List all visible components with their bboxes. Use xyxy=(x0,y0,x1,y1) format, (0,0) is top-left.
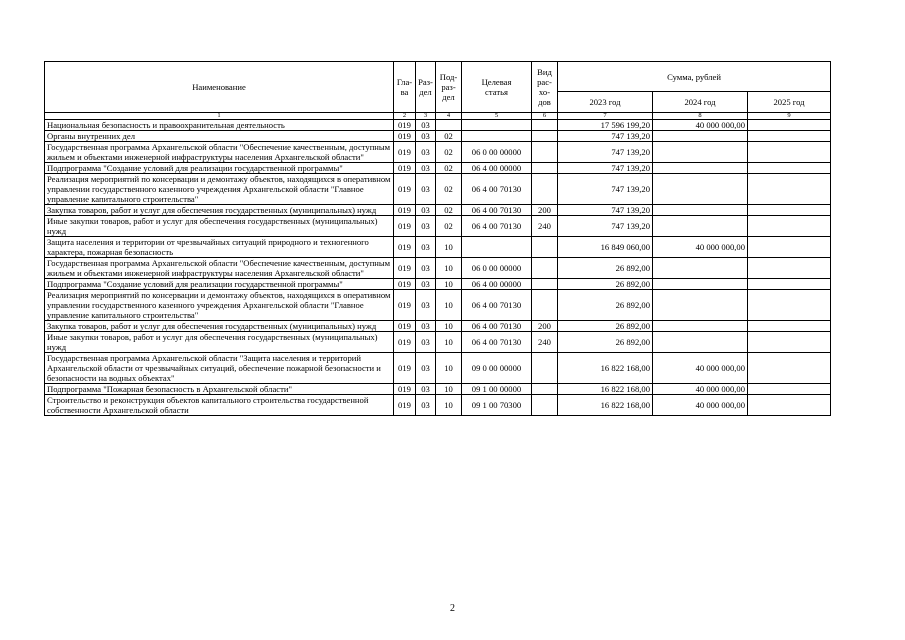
row-target-cell: 06 4 00 70130 xyxy=(462,205,532,216)
row-razdel-cell: 03 xyxy=(416,205,436,216)
row-podrazdel-cell: 02 xyxy=(436,131,462,142)
row-sum-2023-cell: 26 892,00 xyxy=(558,290,653,321)
row-sum-2025-cell xyxy=(748,142,831,163)
row-sum-2025-cell xyxy=(748,353,831,384)
row-target-cell: 06 4 00 00000 xyxy=(462,163,532,174)
row-glava-cell: 019 xyxy=(394,174,416,205)
row-razdel-cell: 03 xyxy=(416,279,436,290)
row-podrazdel-cell xyxy=(436,120,462,131)
row-target-cell: 06 4 00 70130 xyxy=(462,174,532,205)
row-sum-2025-cell xyxy=(748,174,831,205)
row-glava-cell: 019 xyxy=(394,216,416,237)
row-sum-2025-cell xyxy=(748,279,831,290)
row-sum-2025-cell xyxy=(748,290,831,321)
row-glava-cell: 019 xyxy=(394,395,416,416)
row-target-cell: 06 4 00 70130 xyxy=(462,321,532,332)
column-number-row xyxy=(45,113,831,120)
column-number: 3 xyxy=(416,113,436,120)
column-number: 5 xyxy=(462,113,532,120)
row-sum-2023-cell: 26 892,00 xyxy=(558,321,653,332)
row-vid-cell xyxy=(532,258,558,279)
row-sum-2024-cell xyxy=(653,163,748,174)
row-sum-2023-cell: 747 139,20 xyxy=(558,142,653,163)
row-glava-cell: 019 xyxy=(394,353,416,384)
table-row xyxy=(45,395,831,416)
row-razdel-cell: 03 xyxy=(416,131,436,142)
row-vid-cell: 200 xyxy=(532,321,558,332)
row-glava-cell: 019 xyxy=(394,321,416,332)
header-2025: 2025 год xyxy=(748,92,831,113)
row-razdel-cell: 03 xyxy=(416,216,436,237)
row-podrazdel-cell: 10 xyxy=(436,384,462,395)
row-sum-2025-cell xyxy=(748,131,831,142)
row-name-cell: Реализация мероприятий по консервации и демонтажу объектов, находящихся в оперативном управлении государственного казенного учреждения Архангельской области "Главное управление капитального строительства" xyxy=(45,174,394,205)
row-razdel-cell: 03 xyxy=(416,163,436,174)
row-vid-cell xyxy=(532,237,558,258)
column-number: 6 xyxy=(532,113,558,120)
row-podrazdel-cell: 10 xyxy=(436,237,462,258)
row-name-cell: Иные закупки товаров, работ и услуг для обеспечения государственных (муниципальных) нужд xyxy=(45,332,394,353)
row-target-cell: 09 1 00 70300 xyxy=(462,395,532,416)
row-podrazdel-cell: 10 xyxy=(436,279,462,290)
header-glava: Гла- ва xyxy=(394,62,416,113)
row-sum-2024-cell xyxy=(653,290,748,321)
table-body xyxy=(45,120,831,416)
row-vid-cell xyxy=(532,279,558,290)
row-sum-2024-cell: 40 000 000,00 xyxy=(653,384,748,395)
row-name-cell: Закупка товаров, работ и услуг для обеспечения государственных (муниципальных) нужд xyxy=(45,321,394,332)
row-target-cell: 06 4 00 00000 xyxy=(462,279,532,290)
row-sum-2024-cell xyxy=(653,205,748,216)
row-name-cell: Защита населения и территории от чрезвычайных ситуаций природного и техногенного характера, пожарная безопасность xyxy=(45,237,394,258)
column-number: 4 xyxy=(436,113,462,120)
row-sum-2023-cell: 16 822 168,00 xyxy=(558,353,653,384)
row-sum-2023-cell: 26 892,00 xyxy=(558,258,653,279)
header-target: Целевая статья xyxy=(462,62,532,113)
row-podrazdel-cell: 10 xyxy=(436,395,462,416)
row-sum-2024-cell: 40 000 000,00 xyxy=(653,353,748,384)
row-sum-2023-cell: 747 139,20 xyxy=(558,216,653,237)
row-sum-2023-cell: 26 892,00 xyxy=(558,279,653,290)
column-number: 2 xyxy=(394,113,416,120)
row-sum-2024-cell xyxy=(653,216,748,237)
table-row xyxy=(45,279,831,290)
row-name-cell: Национальная безопасность и правоохранительная деятельность xyxy=(45,120,394,131)
row-vid-cell: 200 xyxy=(532,205,558,216)
row-podrazdel-cell: 02 xyxy=(436,205,462,216)
row-podrazdel-cell: 10 xyxy=(436,332,462,353)
row-target-cell xyxy=(462,120,532,131)
row-sum-2023-cell: 16 822 168,00 xyxy=(558,395,653,416)
row-razdel-cell: 03 xyxy=(416,174,436,205)
row-name-cell: Государственная программа Архангельской области "Защита населения и территорий Архангельской области от чрезвычайных ситуаций, обеспечение пожарной безопасности и безопасности на водных объектах" xyxy=(45,353,394,384)
table-row xyxy=(45,258,831,279)
row-target-cell xyxy=(462,131,532,142)
row-glava-cell: 019 xyxy=(394,131,416,142)
table-row xyxy=(45,163,831,174)
row-name-cell: Подпрограмма "Пожарная безопасность в Архангельской области" xyxy=(45,384,394,395)
row-sum-2024-cell xyxy=(653,174,748,205)
row-sum-2024-cell xyxy=(653,142,748,163)
row-name-cell: Органы внутренних дел xyxy=(45,131,394,142)
column-number: 7 xyxy=(558,113,653,120)
row-razdel-cell: 03 xyxy=(416,353,436,384)
row-sum-2023-cell: 17 596 199,20 xyxy=(558,120,653,131)
row-vid-cell xyxy=(532,174,558,205)
row-vid-cell xyxy=(532,353,558,384)
row-glava-cell: 019 xyxy=(394,384,416,395)
table-row xyxy=(45,174,831,205)
row-sum-2023-cell: 16 822 168,00 xyxy=(558,384,653,395)
row-vid-cell xyxy=(532,395,558,416)
row-name-cell: Государственная программа Архангельской области "Обеспечение качественным, доступным жильем и объектами инженерной инфраструктуры населения Архангельской области" xyxy=(45,258,394,279)
row-sum-2025-cell xyxy=(748,163,831,174)
row-vid-cell xyxy=(532,290,558,321)
row-glava-cell: 019 xyxy=(394,142,416,163)
row-razdel-cell: 03 xyxy=(416,384,436,395)
row-sum-2023-cell: 747 139,20 xyxy=(558,163,653,174)
row-sum-2023-cell: 16 849 060,00 xyxy=(558,237,653,258)
row-sum-2024-cell xyxy=(653,279,748,290)
table-row xyxy=(45,384,831,395)
row-glava-cell: 019 xyxy=(394,205,416,216)
row-sum-2025-cell xyxy=(748,205,831,216)
row-razdel-cell: 03 xyxy=(416,290,436,321)
table-row xyxy=(45,120,831,131)
row-razdel-cell: 03 xyxy=(416,321,436,332)
row-glava-cell: 019 xyxy=(394,163,416,174)
row-glava-cell: 019 xyxy=(394,258,416,279)
row-podrazdel-cell: 02 xyxy=(436,142,462,163)
row-razdel-cell: 03 xyxy=(416,237,436,258)
row-podrazdel-cell: 10 xyxy=(436,353,462,384)
row-vid-cell xyxy=(532,384,558,395)
header-name: Наименование xyxy=(45,62,394,113)
row-podrazdel-cell: 02 xyxy=(436,174,462,205)
row-sum-2023-cell: 747 139,20 xyxy=(558,174,653,205)
row-razdel-cell: 03 xyxy=(416,142,436,163)
table-row xyxy=(45,290,831,321)
row-sum-2024-cell: 40 000 000,00 xyxy=(653,395,748,416)
row-target-cell: 06 4 00 70130 xyxy=(462,290,532,321)
row-vid-cell: 240 xyxy=(532,216,558,237)
table-row xyxy=(45,321,831,332)
row-name-cell: Иные закупки товаров, работ и услуг для обеспечения государственных (муниципальных) нужд xyxy=(45,216,394,237)
row-name-cell: Подпрограмма "Создание условий для реализации государственной программы" xyxy=(45,279,394,290)
header-2024: 2024 год xyxy=(653,92,748,113)
row-podrazdel-cell: 10 xyxy=(436,290,462,321)
row-sum-2024-cell xyxy=(653,321,748,332)
row-vid-cell xyxy=(532,163,558,174)
row-target-cell: 06 4 00 70130 xyxy=(462,332,532,353)
row-sum-2025-cell xyxy=(748,384,831,395)
row-glava-cell: 019 xyxy=(394,332,416,353)
row-sum-2024-cell xyxy=(653,258,748,279)
row-razdel-cell: 03 xyxy=(416,258,436,279)
row-podrazdel-cell: 02 xyxy=(436,163,462,174)
row-sum-2025-cell xyxy=(748,120,831,131)
row-vid-cell xyxy=(532,142,558,163)
row-podrazdel-cell: 10 xyxy=(436,258,462,279)
row-name-cell: Закупка товаров, работ и услуг для обеспечения государственных (муниципальных) нужд xyxy=(45,205,394,216)
row-razdel-cell: 03 xyxy=(416,395,436,416)
table-row xyxy=(45,216,831,237)
row-sum-2023-cell: 747 139,20 xyxy=(558,131,653,142)
row-sum-2025-cell xyxy=(748,216,831,237)
row-glava-cell: 019 xyxy=(394,120,416,131)
row-name-cell: Реализация мероприятий по консервации и демонтажу объектов, находящихся в оперативном управлении государственного казенного учреждения Архангельской области "Главное управление капитального строительства" xyxy=(45,290,394,321)
row-target-cell: 09 0 00 00000 xyxy=(462,353,532,384)
row-target-cell xyxy=(462,237,532,258)
column-number: 9 xyxy=(748,113,831,120)
row-razdel-cell: 03 xyxy=(416,332,436,353)
row-glava-cell: 019 xyxy=(394,290,416,321)
row-name-cell: Государственная программа Архангельской области "Обеспечение качественным, доступным жильем и объектами инженерной инфраструктуры населения Архангельской области" xyxy=(45,142,394,163)
header-vid: Вид рас- хо- дов xyxy=(532,62,558,113)
row-glava-cell: 019 xyxy=(394,279,416,290)
row-sum-2024-cell: 40 000 000,00 xyxy=(653,120,748,131)
table-row xyxy=(45,353,831,384)
table-row xyxy=(45,205,831,216)
row-name-cell: Строительство и реконструкция объектов капитального строительства государственной собственности Архангельской области xyxy=(45,395,394,416)
header-podrazdel: Под- раз- дел xyxy=(436,62,462,113)
budget-table xyxy=(44,61,831,416)
row-vid-cell xyxy=(532,131,558,142)
table-row xyxy=(45,131,831,142)
table-row xyxy=(45,332,831,353)
row-podrazdel-cell: 02 xyxy=(436,216,462,237)
header-sum: Сумма, рублей xyxy=(558,62,831,92)
row-podrazdel-cell: 10 xyxy=(436,321,462,332)
row-sum-2025-cell xyxy=(748,332,831,353)
table-row xyxy=(45,237,831,258)
row-sum-2024-cell: 40 000 000,00 xyxy=(653,237,748,258)
row-sum-2023-cell: 747 139,20 xyxy=(558,205,653,216)
row-sum-2024-cell xyxy=(653,131,748,142)
row-target-cell: 06 4 00 70130 xyxy=(462,216,532,237)
column-number: 8 xyxy=(653,113,748,120)
row-glava-cell: 019 xyxy=(394,237,416,258)
row-sum-2025-cell xyxy=(748,395,831,416)
row-sum-2023-cell: 26 892,00 xyxy=(558,332,653,353)
row-sum-2025-cell xyxy=(748,237,831,258)
row-target-cell: 09 1 00 00000 xyxy=(462,384,532,395)
row-name-cell: Подпрограмма "Создание условий для реализации государственной программы" xyxy=(45,163,394,174)
page-number: 2 xyxy=(450,603,455,614)
row-razdel-cell: 03 xyxy=(416,120,436,131)
table-row xyxy=(45,142,831,163)
row-target-cell: 06 0 00 00000 xyxy=(462,258,532,279)
row-vid-cell: 240 xyxy=(532,332,558,353)
row-sum-2025-cell xyxy=(748,258,831,279)
row-target-cell: 06 0 00 00000 xyxy=(462,142,532,163)
row-sum-2024-cell xyxy=(653,332,748,353)
row-vid-cell xyxy=(532,120,558,131)
row-sum-2025-cell xyxy=(748,321,831,332)
header-2023: 2023 год xyxy=(558,92,653,113)
header-razdel: Раз- дел xyxy=(416,62,436,113)
column-number: 1 xyxy=(45,113,394,120)
